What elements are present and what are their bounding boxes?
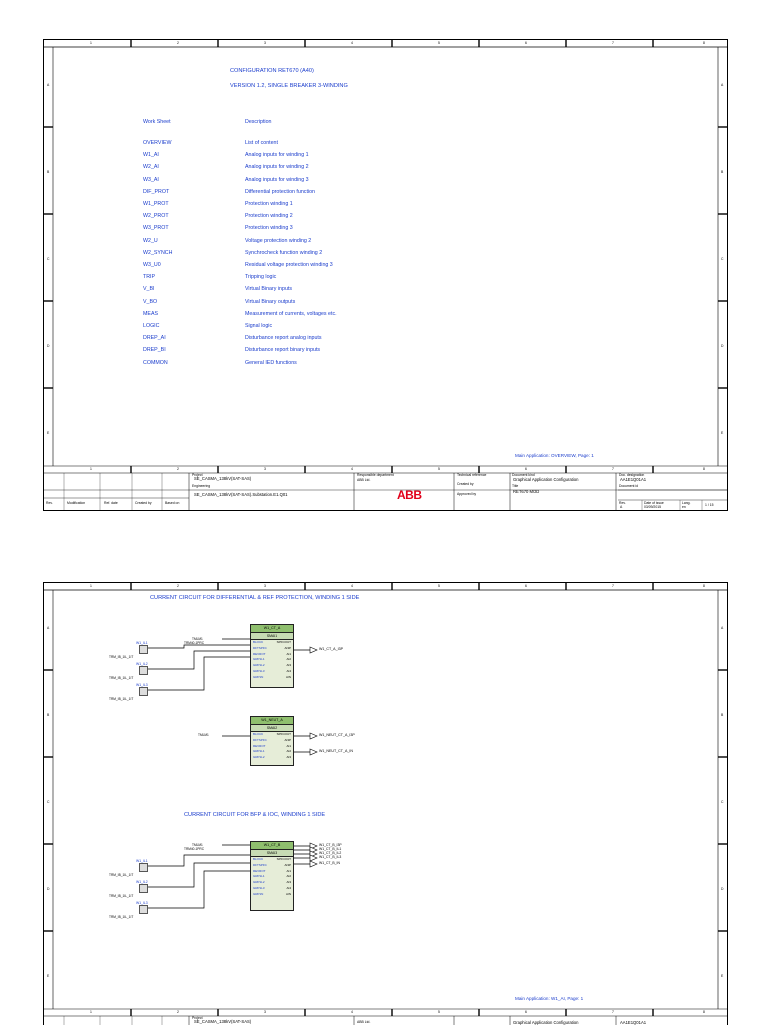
output-signal: W1_CT_B_IN xyxy=(319,861,340,865)
abb-logo: ABB xyxy=(397,488,422,502)
input-pin: BLOCK xyxy=(253,732,264,736)
input-signal: W1_IL2 xyxy=(136,662,148,666)
block-type: SMAI3 xyxy=(251,850,293,857)
tb-ref-date-col: Ref. date xyxy=(104,501,118,505)
worksheet-description: Voltage protection winding 2 xyxy=(245,237,312,244)
col-number: 2 xyxy=(177,1010,179,1014)
output-signal: W1_CT_B_IL2 xyxy=(319,851,342,855)
tb-issue-label: Date of issue xyxy=(644,501,664,505)
tm-label: TMLM1 xyxy=(192,637,203,641)
col-number: 1 xyxy=(90,1010,92,1014)
block-name: W1_NEUT_A xyxy=(251,717,293,725)
worksheet-link[interactable]: TRIP xyxy=(143,274,156,281)
col-number: 2 xyxy=(177,584,179,588)
tm-label: TMLM1 xyxy=(198,733,209,737)
input-pin: REVROT xyxy=(253,651,266,656)
row-letter: B xyxy=(721,713,724,717)
output-pin: AI3 xyxy=(286,663,291,668)
ct-input-connector[interactable] xyxy=(139,884,148,893)
tb-sheet-number: 1 / 15 xyxy=(705,503,714,507)
col-number: 7 xyxy=(612,1010,614,1014)
function-block-w1-neut-a[interactable] xyxy=(250,716,294,766)
input-pin: GRP1L2 xyxy=(253,880,265,885)
row-letter: B xyxy=(721,170,724,174)
page-title: CONFIGURATION RET670 (A40) xyxy=(230,68,314,74)
tb-responsible-label: Responsible department xyxy=(357,473,394,477)
col-number: 8 xyxy=(703,467,705,471)
trm-label: TRM_IB_1IL_1IT xyxy=(109,655,134,659)
worksheet-link[interactable]: OVERVIEW xyxy=(143,140,172,146)
output-pin: AI4 xyxy=(286,886,291,890)
tb-doc-no-label: Document id xyxy=(619,484,639,488)
tb-mod-col: Modification xyxy=(67,501,86,505)
worksheet-description: Measurement of currents, voltages etc. xyxy=(245,310,337,317)
col-number: 5 xyxy=(438,467,440,471)
row-letter: A xyxy=(47,83,50,87)
row-letter: C xyxy=(47,800,50,804)
function-block-w1-ct-b[interactable] xyxy=(250,841,294,911)
tb-lang: en xyxy=(682,505,686,509)
col-number: 4 xyxy=(351,467,353,471)
section-heading-diff: CURRENT CIRCUIT FOR DIFFERENTIAL & REF PROTECTION, WINDING 1 SIDE xyxy=(150,595,360,601)
output-pin: AI2 xyxy=(286,749,291,754)
output-pin: SPFCOUT xyxy=(276,732,291,736)
tb-approved-label: Approved by xyxy=(457,492,477,496)
tb-project: SE_CASMA_138kV(SAT-SAS) xyxy=(194,476,252,481)
input-signal: W1_IL2 xyxy=(136,880,148,884)
worksheet-description: Residual voltage protection winding 3 xyxy=(245,262,333,268)
output-pin: AI1 xyxy=(286,743,291,748)
tb-engineering-label: Engineering xyxy=(192,484,211,488)
worksheet-description: Tripping logic xyxy=(245,274,277,281)
block-name: W1_CT_A xyxy=(251,625,293,633)
worksheet-link[interactable]: DREP_AI xyxy=(143,335,166,342)
row-letter: A xyxy=(47,626,50,630)
input-signal: W1_IL3 xyxy=(136,683,148,687)
output-signal: W1_CT_B_I3P xyxy=(319,843,342,847)
tb-doc-des-label: Doc. designation xyxy=(619,473,645,477)
input-pin: GRP1L1 xyxy=(253,749,265,754)
tb-title: RET670 MOD xyxy=(513,489,540,494)
output-signal: W1_CT_B_IL3 xyxy=(319,855,342,859)
col-number: 1 xyxy=(90,41,92,45)
worksheet-description: Virtual Binary inputs xyxy=(245,286,293,293)
block-type: SMAI2 xyxy=(251,725,293,732)
tb-doc-kind-label: Document kind xyxy=(512,473,535,477)
worksheet-description: General IED functions xyxy=(245,359,297,366)
section-heading-bfp: CURRENT CIRCUIT FOR BFP & IOC, WINDING 1 SIDE xyxy=(184,812,326,818)
row-letter: E xyxy=(47,974,50,978)
worksheet-link[interactable]: COMMON xyxy=(143,359,168,366)
col-number: 5 xyxy=(438,584,440,588)
worksheet-link[interactable]: MEAS xyxy=(143,310,159,317)
main-application-label: Main Application: OVERVIEW, Page: 1 xyxy=(515,453,594,458)
worksheet-description: Analog inputs for winding 2 xyxy=(245,164,309,171)
col-number: 4 xyxy=(351,584,353,588)
ct-input-connector[interactable] xyxy=(139,666,148,675)
col-number: 3 xyxy=(264,41,266,45)
tb-doc-des: AA1E1Q01A1 xyxy=(620,1020,647,1025)
tm-label: TMLM1 xyxy=(192,843,203,847)
tb-doc-kind: Graphical Application Configuration xyxy=(513,1020,579,1025)
row-letter: C xyxy=(721,257,724,261)
col-number: 5 xyxy=(438,1010,440,1014)
col-number: 8 xyxy=(703,41,705,45)
col-number: 3 xyxy=(264,1010,266,1014)
output-signal: W1_CT_A_I3P xyxy=(319,647,343,651)
page-subtitle: VERSION 1.2, SINGLE BREAKER 3-WINDING xyxy=(230,83,348,89)
input-pin: DFTSPFC xyxy=(253,862,267,867)
ct-input-connector[interactable] xyxy=(139,863,148,872)
col-number: 4 xyxy=(351,41,353,45)
row-letter: B xyxy=(47,713,50,717)
worksheet-link[interactable]: W3_AI xyxy=(143,176,159,183)
col-number: 8 xyxy=(703,584,705,588)
block-type: SMAI1 xyxy=(251,633,293,640)
row-letter: B xyxy=(47,170,50,174)
tb-techref-label: Technical reference xyxy=(457,473,487,477)
input-pin: DFTSPFC xyxy=(253,737,267,742)
output-pin: AI3 xyxy=(286,880,291,885)
worksheet-description: Analog inputs for winding 1 xyxy=(245,152,309,159)
col-number: 7 xyxy=(612,584,614,588)
col-number: 6 xyxy=(525,584,527,588)
block-name: W1_CT_B xyxy=(251,842,293,850)
output-pin: AI1 xyxy=(286,868,291,873)
worksheet-description: Disturbance report binary inputs xyxy=(245,347,321,354)
input-pin: GRP1N xyxy=(253,891,264,896)
output-pin: AI2 xyxy=(286,657,291,662)
ct-input-connector[interactable] xyxy=(139,645,148,654)
tb-based-col: Based on xyxy=(165,501,180,505)
tb-responsible: ABB Ltd. xyxy=(357,1020,371,1024)
output-pin: AIN xyxy=(285,891,291,896)
row-letter: E xyxy=(721,974,724,978)
row-letter: D xyxy=(721,344,724,348)
col-number: 7 xyxy=(612,41,614,45)
trm-label: TRM_IB_1IL_1IT xyxy=(109,697,134,701)
worksheet-link[interactable]: DREP_BI xyxy=(143,347,166,354)
tb-rev-col: Rev. xyxy=(46,501,53,505)
worksheet-link[interactable]: W2_SYNCH xyxy=(143,249,173,256)
main-application-label: Main Application: W1_AI, Page: 1 xyxy=(515,996,584,1001)
col-number: 7 xyxy=(612,467,614,471)
trm-label: TRM_IB_1IL_1IT xyxy=(109,873,134,877)
worksheet-header: Work Sheet xyxy=(143,119,171,125)
worksheet-link[interactable]: W3_U0 xyxy=(143,262,161,268)
input-signal: W1_IL3 xyxy=(136,901,148,905)
worksheet-description: Signal logic xyxy=(245,323,273,329)
worksheet-link[interactable]: W2_PROT xyxy=(143,213,169,220)
sheet-w1-ai xyxy=(43,582,728,1025)
tb-created-col: Created by xyxy=(135,501,152,505)
tm-label: TRM40-1PRC xyxy=(184,641,205,645)
trm-label: TRM_IB_1IL_1IT xyxy=(109,676,134,680)
col-number: 3 xyxy=(264,584,266,588)
worksheet-description: Protection winding 2 xyxy=(245,213,293,220)
trm-label: TRM_IB_1IL_1IT xyxy=(109,915,134,919)
col-number: 6 xyxy=(525,467,527,471)
input-pin: DFTSPFC xyxy=(253,645,267,650)
tb-rev: A xyxy=(620,505,623,509)
output-pin: AI3P xyxy=(284,737,291,742)
worksheet-link[interactable]: W1_AI xyxy=(143,152,159,159)
tb-engineering: SE_CASMA_138kV(SAT-SAS).Substation.E1.Q01 xyxy=(194,492,288,497)
tb-lang-label: Lang. xyxy=(682,501,691,505)
output-pin: AI1 xyxy=(286,651,291,656)
worksheet-link[interactable]: W3_PROT xyxy=(143,225,169,232)
tb-rev-label: Rev. xyxy=(619,501,626,505)
tb-title-label: Title xyxy=(512,484,519,488)
tb-responsible: ABB Ltd. xyxy=(357,478,371,482)
worksheet-description: Synchrocheck function winding 2 xyxy=(245,249,323,256)
row-letter: A xyxy=(721,83,724,87)
worksheet-link[interactable]: W2_AI xyxy=(143,164,159,171)
tb-doc-kind: Graphical Application Configuration xyxy=(513,477,579,482)
tm-label: TRM40-1PRC xyxy=(184,847,205,851)
col-number: 6 xyxy=(525,1010,527,1014)
worksheet-link[interactable]: W1_PROT xyxy=(143,201,169,207)
row-letter: E xyxy=(47,431,50,435)
function-block-w1-ct-a[interactable] xyxy=(250,624,294,688)
input-pin: GRP1L3 xyxy=(253,886,265,890)
row-letter: D xyxy=(47,344,50,348)
col-number: 8 xyxy=(703,1010,705,1014)
worksheet-description: Analog inputs for winding 3 xyxy=(245,176,309,183)
tb-created-label: Created by xyxy=(457,482,474,486)
ct-input-connector[interactable] xyxy=(139,687,148,696)
row-letter: D xyxy=(47,887,50,891)
input-pin: GRP1L3 xyxy=(253,669,265,673)
output-pin: AI4 xyxy=(286,669,291,673)
row-letter: C xyxy=(721,800,724,804)
col-number: 4 xyxy=(351,1010,353,1014)
output-signal: W1_CT_B_IL1 xyxy=(319,847,342,851)
output-signal: W1_NEUT_CT_A_IN xyxy=(319,749,353,753)
worksheet-description: Protection winding 3 xyxy=(245,225,293,232)
input-pin: GRP1L2 xyxy=(253,755,265,760)
input-pin: GRP1L1 xyxy=(253,874,265,879)
input-signal: W1_IL1 xyxy=(136,641,148,645)
worksheet-link[interactable]: W2_U xyxy=(143,237,158,244)
worksheet-link[interactable]: V_BI xyxy=(143,286,155,293)
tb-issue: 03/09/2015 xyxy=(644,505,661,509)
trm-label: TRM_IB_1IL_1IT xyxy=(109,894,134,898)
input-pin: REVROT xyxy=(253,868,266,873)
input-pin: GRP1N xyxy=(253,674,264,679)
col-number: 2 xyxy=(177,467,179,471)
description-header: Description xyxy=(245,119,272,125)
col-number: 5 xyxy=(438,41,440,45)
worksheet-description: Differential protection function xyxy=(245,188,315,195)
input-pin: REVROT xyxy=(253,743,266,748)
row-letter: C xyxy=(47,257,50,261)
worksheet-description: Protection winding 1 xyxy=(245,201,293,207)
tb-doc-des: AA1E1Q01A1 xyxy=(620,477,647,482)
tb-project-label: Project xyxy=(192,473,203,477)
tb-project: SE_CASMA_138kV(SAT-SAS) xyxy=(194,1019,252,1024)
sheet-overview xyxy=(43,39,728,511)
ct-input-connector[interactable] xyxy=(139,905,148,914)
worksheet-link[interactable]: DIF_PROT xyxy=(143,188,170,195)
worksheet-description: Virtual Binary outputs xyxy=(245,298,296,305)
worksheet-link[interactable]: LOGIC xyxy=(143,323,160,329)
row-letter: A xyxy=(721,626,724,630)
col-number: 3 xyxy=(264,467,266,471)
worksheet-description: List of content xyxy=(245,140,278,146)
row-letter: E xyxy=(721,431,724,435)
worksheet-description: Disturbance report analog inputs xyxy=(245,335,322,342)
output-pin: SPFCOUT xyxy=(276,857,291,861)
output-pin: AI3P xyxy=(284,645,291,650)
input-signal: W1_IL1 xyxy=(136,859,148,863)
worksheet-link[interactable]: V_BO xyxy=(143,298,158,305)
col-number: 1 xyxy=(90,467,92,471)
col-number: 6 xyxy=(525,41,527,45)
input-pin: GRP1L1 xyxy=(253,657,265,662)
output-pin: AI3 xyxy=(286,755,291,760)
output-pin: AI3P xyxy=(284,862,291,867)
input-pin: BLOCK xyxy=(253,640,264,644)
input-pin: BLOCK xyxy=(253,857,264,861)
input-pin: GRP1L2 xyxy=(253,663,265,668)
tb-project-label: Project xyxy=(192,1016,203,1020)
col-number: 1 xyxy=(90,584,92,588)
output-pin: SPFCOUT xyxy=(276,640,291,644)
output-signal: W1_NEUT_CT_A_I3P xyxy=(319,733,355,737)
output-pin: AIN xyxy=(285,674,291,679)
output-pin: AI2 xyxy=(286,874,291,879)
col-number: 2 xyxy=(177,41,179,45)
row-letter: D xyxy=(721,887,724,891)
